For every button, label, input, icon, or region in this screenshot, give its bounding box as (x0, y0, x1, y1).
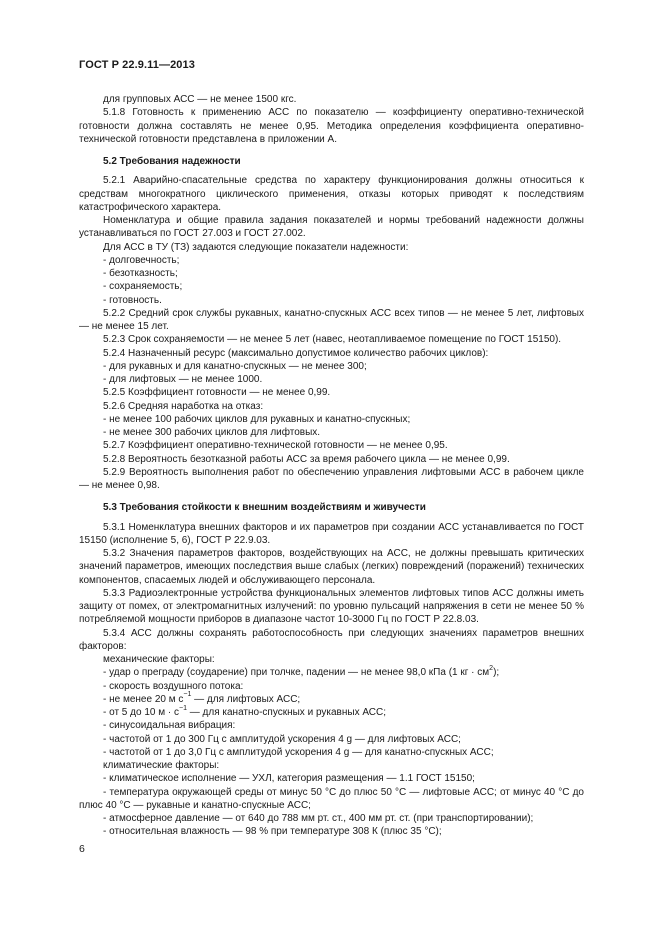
list-item: - не менее 300 рабочих циклов для лифтовых. (103, 427, 321, 438)
page-number: 6 (79, 843, 85, 855)
paragraph-nomenclature: Номенклатура и общие правила задания показателей и нормы требований надежности должны устанавливаться по ГОСТ 27.003 и ГОСТ 27.002. (79, 215, 584, 240)
list-item: - частотой от 1 до 3,0 Гц с амплитудой ускорения 4 g — для канатно-спускных АСС; (103, 746, 494, 758)
paragraph-5-2-8: 5.2.8 Вероятность безотказной работы АСС за время рабочего цикла — не менее 0,99. (103, 453, 510, 465)
list-item-text: - от 5 до 10 м · с (103, 707, 179, 718)
climatic-factors-label: климатические факторы: (103, 760, 220, 771)
list-item-text: - не менее 20 м с (103, 693, 184, 705)
superscript: 2 (489, 664, 494, 672)
paragraph-5-2-2: 5.2.2 Средний срок службы рукавных, канатно-спускных АСС всех типов — не менее 5 лет, лифтовых — не менее 15 лет. (79, 307, 584, 332)
paragraph-tu-indicators: Для АСС в ТУ (ТЗ) задаются следующие показатели надежности: (103, 241, 409, 253)
paragraph-5-3-2: 5.3.2 Значения параметров факторов, воздействующих на АСС, не должны превышать критических значений параметров, имеющих последствия выше слабых (легких) повреждений (поражений) технических компонентов, спасаемых людей и обслуживающего персонала. (79, 548, 584, 586)
paragraph-5-2-1: 5.2.1 Аварийно-спасательные средства по характеру функционирования должны относиться к средствам многократного циклического применения, отказы которых приводят к последствиям катастрофического характера. (79, 175, 584, 213)
list-item: - температура окружающей среды от минус 50 °С до плюс 50 °С — лифтовые АСС; от минус 40 °С до плюс 40 °С — рукавные и канатно-спускные АСС; (79, 786, 584, 811)
document-body (79, 93, 584, 839)
paragraph-5-3-4: 5.3.4 АСС должны сохранять работоспособность при следующих значениях параметров внешних факторов: (79, 627, 584, 652)
list-item: - не менее 100 рабочих циклов для рукавных и канатно-спускных; (103, 413, 411, 425)
list-item: - долговечность; (103, 254, 180, 266)
list-item-text: ); (493, 667, 500, 679)
list-item: - климатическое исполнение — УХЛ, категория размещения — 1.1 ГОСТ 15150; (103, 773, 475, 785)
list-item: - готовность. (103, 294, 162, 306)
section-heading-5-3: 5.3 Требования стойкости к внешним воздействиям и живучести (103, 502, 426, 514)
paragraph-5-1-8: 5.1.8 Готовность к применению АСС по показателю — коэффициенту оперативно-технической готовности должна составлять не менее 0,95. Методика определения коэффициента оперативно-технической готовности представлена в приложении А. (79, 107, 584, 145)
paragraph-5-3-3: 5.3.3 Радиоэлектронные устройства функциональных элементов лифтовых типов АСС должны иметь защиту от помех, от электромагнитных излучений: по уровню пульсаций напряжения в сети не менее 50 % потребляемой мощности приборов в диапазоне частот 10-3000 Гц по ГОСТ Р 22.8.03. (79, 587, 584, 626)
mechanical-factors-label: механические факторы: (103, 654, 215, 665)
list-item: - для рукавных и для канатно-спускных — не менее 300; (103, 360, 367, 372)
list-item: - сохраняемость; (103, 281, 183, 293)
list-item (79, 693, 584, 706)
paragraph-group-load: для групповых АСС — не менее 1500 кгс. (103, 94, 297, 105)
section-heading-5-2: 5.2 Требования надежности (103, 156, 241, 167)
list-item-text: — для канатно-спускных и рукавных АСС; (186, 707, 387, 718)
list-item: - частотой от 1 до 300 Гц с амплитудой ускорения 4 g — для лифтовых АСС; (103, 733, 461, 745)
paragraph-5-2-4: 5.2.4 Назначенный ресурс (максимально допустимое количество рабочих циклов): (103, 347, 489, 359)
paragraph-5-2-7: 5.2.7 Коэффициент оперативно-технической готовности — не менее 0,95. (103, 440, 448, 452)
document-header: ГОСТ Р 22.9.11—2013 (79, 59, 195, 71)
paragraph-5-2-9: 5.2.9 Вероятность выполнения работ по обеспечению управления лифтовыми АСС в рабочем цикле — не менее 0,98. (79, 466, 584, 491)
paragraph-5-2-6: 5.2.6 Средняя наработка на отказ: (103, 400, 264, 412)
list-item: - скорость воздушного потока: (103, 680, 244, 692)
paragraph-5-2-3: 5.2.3 Срок сохраняемости — не менее 5 лет (навес, неотапливаемое помещение по ГОСТ 15150). (103, 334, 562, 346)
paragraph-5-3-1: 5.3.1 Номенклатура внешних факторов и их параметров при создании АСС устанавливается по ГОСТ 15150 (исполнение 5, 6), ГОСТ Р 22.9.03. (79, 521, 584, 546)
list-item (79, 666, 584, 679)
list-item: - относительная влажность — 98 % при температуре 308 К (плюс 35 °С); (103, 826, 442, 838)
list-item: - для лифтовых — не менее 1000. (103, 374, 263, 385)
list-item-text: - удар о преграду (соударение) при толчке, падении — не менее 98,0 кПа (1 кг · см (103, 667, 490, 679)
list-item-text: — для лифтовых АСС; (191, 693, 301, 705)
list-item: - атмосферное давление — от 640 до 788 мм рт. ст., 400 мм рт. ст. (при транспортировании); (103, 813, 534, 824)
list-item: - синусоидальная вибрация: (103, 720, 236, 732)
list-item (79, 706, 584, 719)
paragraph-5-2-5: 5.2.5 Коэффициент готовности — не менее 0,99. (103, 387, 331, 399)
list-item: - безотказность; (103, 268, 178, 279)
superscript: −1 (183, 691, 192, 699)
superscript: −1 (179, 704, 187, 712)
